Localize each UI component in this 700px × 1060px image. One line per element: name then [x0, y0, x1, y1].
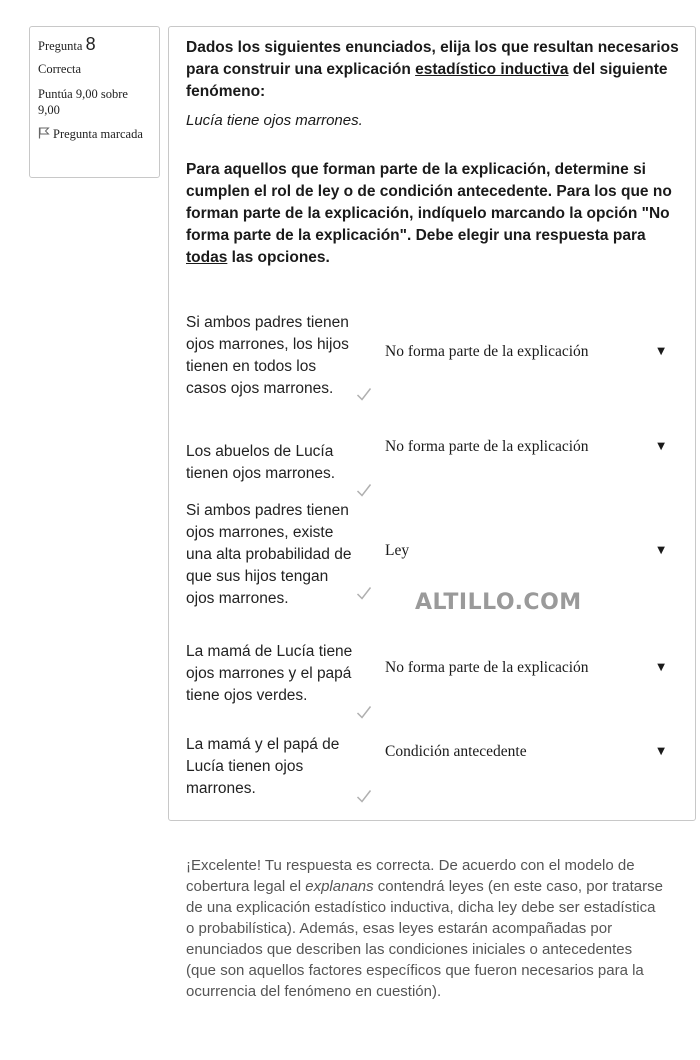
question-text: [186, 37, 686, 269]
question-instructions: Para aquellos que forman parte de la explicación, determine si cumplen el rol de ley o de condición antecedente. Para los que no forman parte de la explicación, indíquelo marcando la opción "No forma parte de la explicación". Debe elegir una respuesta para todas las opciones.: [186, 161, 672, 266]
flag-label: Pregunta marcada: [53, 127, 143, 141]
question-grade: Puntúa 9,00 sobre 9,00: [38, 87, 128, 117]
check-icon: [356, 387, 372, 401]
statement-text: Si ambos padres tienen ojos marrones, existe una alta probabilidad de que sus hijos tengan ojos marrones.: [186, 502, 352, 607]
answer-select[interactable]: No forma parte de la explicación ▼: [385, 341, 665, 363]
flag-question-toggle[interactable]: [38, 126, 151, 142]
watermark-text: ALTILLO.COM: [415, 590, 582, 615]
question-number: Pregunta 8: [38, 34, 96, 54]
feedback-text: ¡Excelente! Tu respuesta es correcta. De acuerdo con el modelo de cobertura legal el explanans contendrá leyes (en este caso, por tratarse de una explicación estadístico inductiva, dicha ley debe ser estadística o probabilística). Además, esas leyes estarán acompañadas por enunciados que describen las condiciones iniciales o antecedentes (que son aquellos factores específicos que fueron necesarios para la ocurrencia del fenómeno en cuestión).: [186, 857, 663, 1000]
dropdown-arrow-icon: ▼: [657, 441, 665, 452]
answer-select[interactable]: No forma parte de la explicación ▼: [385, 436, 665, 458]
answer-select[interactable]: No forma parte de la explicación ▼: [385, 657, 665, 679]
question-intro: Dados los siguientes enunciados, elija los que resultan necesarios para construir una explicación estadístico inductiva del siguiente fenómeno:: [186, 39, 679, 100]
check-icon: [356, 483, 372, 497]
dropdown-arrow-icon: ▼: [657, 662, 665, 673]
statement-text: Si ambos padres tienen ojos marrones, los hijos tienen en todos los casos ojos marrones.: [186, 314, 349, 397]
question-content: [168, 26, 696, 821]
answer-select[interactable]: Ley ▼: [385, 540, 665, 562]
dropdown-arrow-icon: ▼: [657, 346, 665, 357]
statement-text: La mamá de Lucía tiene ojos marrones y el papá tiene ojos verdes.: [186, 643, 353, 704]
check-icon: [356, 705, 372, 719]
question-info-panel: [29, 26, 160, 178]
dropdown-arrow-icon: ▼: [657, 545, 665, 556]
question-state: Correcta: [38, 62, 82, 76]
dropdown-arrow-icon: ▼: [657, 746, 665, 757]
answer-select[interactable]: Condición antecedente ▼: [385, 741, 665, 763]
statement-text: Los abuelos de Lucía tienen ojos marrones.: [186, 443, 336, 482]
check-icon: [356, 586, 372, 600]
check-icon: [356, 789, 372, 803]
phenomenon-text: Lucía tiene ojos marrones.: [186, 112, 363, 129]
statement-text: La mamá y el papá de Lucía tienen ojos marrones.: [186, 736, 340, 797]
flag-icon: [38, 127, 50, 139]
